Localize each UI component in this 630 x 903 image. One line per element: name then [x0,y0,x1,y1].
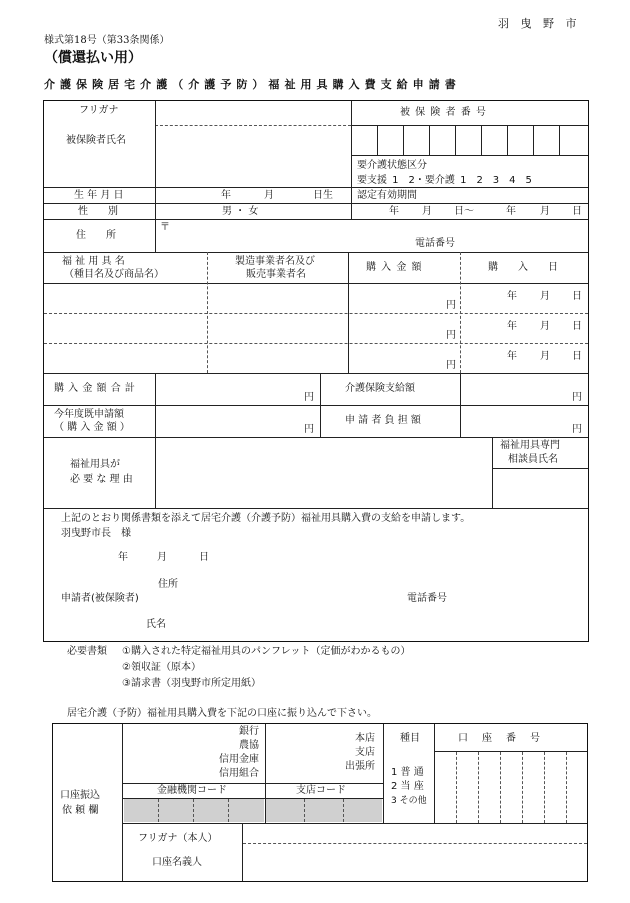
prior-amount-label: 今年度既申請額 [54,409,124,420]
cert-end-year: 年 [506,206,516,217]
row-divider [44,283,588,284]
yen-unit: 円 [446,330,456,341]
cert-start-month: 月 [422,206,432,217]
specialist-label: 福祉用具専門 [500,440,560,451]
form-number: 様式第18号（第33条関係） [44,35,170,46]
branch-code-boxes[interactable] [266,799,382,822]
prior-amount-sublabel: （ 購 入 金 額 ） [54,422,130,433]
applicant-address-label: 住所 [158,579,178,590]
bank-section-label: 口座振込 [60,790,100,801]
applicant-name-label: 氏名 [146,619,166,630]
reason-input[interactable] [160,441,485,503]
code-digit-divider [193,799,194,822]
branch-type[interactable]: 本店 [355,733,375,744]
date-year: 年 [507,291,517,302]
postal-mark: 〒 [160,222,170,233]
care-level-label: 要介護状態区分 [357,160,427,171]
required-doc-item: ①購入された特定福祉用具のパンフレット（定価がわかるもの） [122,646,411,657]
declaration-month: 月 [157,552,167,563]
row-divider [44,313,588,314]
applicant-label: 申請者(被保険者) [61,593,139,604]
col-date-header: 購 入 日 [488,262,558,273]
col-divider [460,252,461,373]
col-amount-header: 購 入 金 額 [366,262,423,273]
account-digit-divider [500,752,501,823]
col-divider [348,252,349,373]
row-divider [492,468,588,469]
insured-name-input[interactable] [160,130,345,180]
account-type-option[interactable]: 2 当 座 [391,781,424,792]
date-month: 月 [540,291,550,302]
account-digit-divider [566,752,567,823]
institution-type[interactable]: 農協 [239,740,259,751]
code-digit-divider [158,799,159,822]
declaration-year: 年 [118,552,128,563]
required-doc-item: ②領収証（原本） [122,662,201,673]
cert-start-day: 日〜 [454,206,474,217]
total-label: 購 入 金 額 合 計 [54,383,136,394]
benefit-label: 介護保険支給額 [345,383,415,394]
row-divider [44,373,588,374]
birthdate-day: 日生 [313,190,333,201]
holder-furigana-label: フリガナ（本人） [138,833,218,844]
yen-unit: 円 [446,300,456,311]
institution-type[interactable]: 信用金庫 [219,754,259,765]
birthdate-month: 月 [264,190,274,201]
cert-period-label: 認定有効期間 [357,190,417,201]
declaration-addressee: 羽曳野市長 様 [61,528,131,539]
code-digit-divider [343,799,344,822]
required-doc-item: ③請求書（羽曳野市所定用紙） [122,678,261,689]
col-divider [155,373,156,508]
col-divider [351,101,352,219]
birthdate-year: 年 [221,190,231,201]
account-digit-divider [522,752,523,823]
yen-unit: 円 [446,360,456,371]
col-divider [155,101,156,252]
holder-label: 口座名義人 [152,857,202,868]
row-divider [44,187,588,188]
institution-type[interactable]: 信用組合 [219,768,259,779]
holder-furigana-input[interactable] [248,826,583,841]
row-divider [123,823,587,824]
account-type-option[interactable]: 1 普 通 [391,767,424,778]
row-divider [243,843,587,844]
date-year: 年 [507,351,517,362]
account-digit-divider [456,752,457,823]
account-digit-divider [478,752,479,823]
col-divider [242,823,243,881]
branch-type[interactable]: 支店 [355,747,375,758]
bank-code-label: 金融機関コード [157,785,227,796]
yen-unit: 円 [572,392,582,403]
cert-start-year: 年 [389,206,399,217]
col-divider [383,724,384,823]
bank-intro: 居宅介護（予防）福祉用具購入費を下記の口座に振り込んで下さい。 [67,708,377,719]
yen-unit: 円 [304,392,314,403]
reason-label: 福祉用具が [70,459,120,470]
code-digit-divider [228,799,229,822]
col-maker-subheader: 販売事業者名 [246,269,306,280]
address-label: 住 所 [76,230,116,241]
gender-options[interactable]: 男 ・ 女 [222,206,259,217]
reason-sublabel: 必 要 な 理 由 [70,474,133,485]
row-divider [44,203,588,204]
col-divider [492,437,493,508]
self-pay-label: 申 請 者 負 担 額 [345,415,421,426]
branch-type[interactable]: 出張所 [345,761,375,772]
row-divider [44,437,588,438]
bank-code-boxes[interactable] [124,799,264,822]
form-subtitle: （償還払い用） [44,50,142,66]
cert-end-day: 日 [572,206,582,217]
yen-unit: 円 [572,424,582,435]
city-name: 羽 曳 野 市 [498,17,581,30]
declaration-day: 日 [199,552,209,563]
row-divider [44,405,588,406]
bank-section-sublabel: 依 頼 欄 [62,805,99,816]
phone-input[interactable] [465,237,580,250]
account-type-label: 種目 [400,733,420,744]
col-divider [460,373,461,437]
row-divider [44,219,588,220]
row-divider [123,783,383,784]
col-divider [320,373,321,437]
address-input[interactable] [175,222,575,236]
applicant-phone-label: 電話番号 [407,593,447,604]
insured-number-label: 被 保 険 者 番 号 [400,107,487,118]
specialist-sublabel: 相談員氏名 [508,454,558,465]
declaration-text: 上記のとおり関係書類を添えて居宅介護（介護予防）福祉用具購入費の支給を申請します。 [61,513,471,524]
col-divider [122,724,123,881]
birthdate-label: 生 年 月 日 [74,190,124,201]
phone-label: 電話番号 [415,238,455,249]
date-day: 日 [572,321,582,332]
gender-label: 性 別 [78,206,118,217]
col-product-subheader: （種目名及び商品名） [64,269,164,280]
row-divider [44,343,588,344]
required-docs-label: 必要書類 [67,646,107,657]
page-title: 介 護 保 険 居 宅 介 護 （ 介 護 予 防 ） 福 祉 用 具 購 入 費 支 給 申 請 書 [44,78,457,91]
account-type-option[interactable]: 3 その他 [391,796,427,806]
col-maker-header: 製造事業者名及び [235,256,315,267]
holder-name-input[interactable] [248,848,583,878]
date-year: 年 [507,321,517,332]
insured-name-label: 被保険者氏名 [66,135,126,146]
branch-code-label: 支店コード [296,785,346,796]
date-month: 月 [540,351,550,362]
date-day: 日 [572,351,582,362]
insured-number-input[interactable] [354,128,586,152]
date-month: 月 [540,321,550,332]
furigana-divider [155,125,351,126]
account-number-label: 口 座 番 号 [458,733,542,744]
furigana-label: フリガナ [79,105,119,116]
row-divider [351,125,588,126]
row-divider [44,508,588,509]
col-divider [207,252,208,373]
col-divider [434,724,435,823]
code-digit-divider [304,799,305,822]
date-day: 日 [572,291,582,302]
cert-end-month: 月 [540,206,550,217]
row-divider [44,252,588,253]
furigana-input[interactable] [160,104,345,122]
col-product-header: 福 祉 用 具 名 [62,256,125,267]
row-divider [351,155,588,156]
institution-type[interactable]: 銀行 [239,726,259,737]
care-level-options[interactable]: 要支援 1 2・要介護 1 2 3 4 5 [357,175,532,186]
account-digit-divider [544,752,545,823]
yen-unit: 円 [304,424,314,435]
